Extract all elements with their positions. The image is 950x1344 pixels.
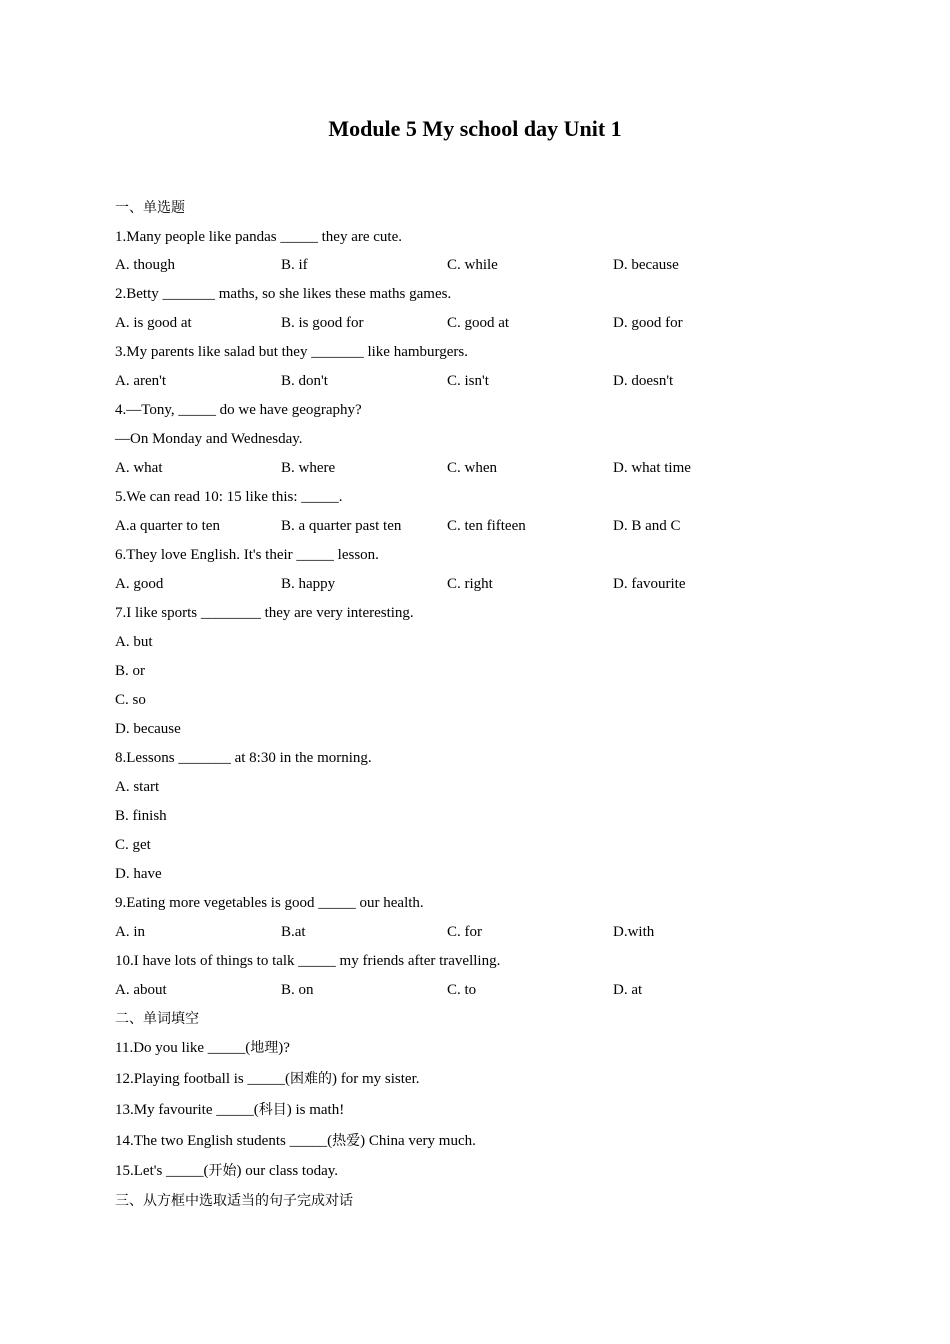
question-15 bbox=[115, 1161, 338, 1181]
q1-option-a: A. though bbox=[115, 257, 175, 273]
question-4: 4.—Tony, _____ do we have geography? bbox=[115, 402, 362, 418]
q10-option-b: B. on bbox=[281, 982, 314, 998]
q8-option-c: C. get bbox=[115, 837, 151, 853]
q5-option-c: C. ten fifteen bbox=[447, 518, 526, 534]
question-11 bbox=[115, 1038, 290, 1058]
q13-hint: 科目 bbox=[258, 1102, 287, 1118]
q14-text: 14.The two English students _____( bbox=[115, 1133, 333, 1149]
page-title: Module 5 My school day Unit 1 bbox=[328, 116, 622, 141]
q2-option-d: D. good for bbox=[613, 315, 683, 331]
section-heading-1: 一、单选题 bbox=[115, 200, 185, 216]
q2-option-a: A. is good at bbox=[115, 315, 192, 331]
q13-text-end: ) is math! bbox=[286, 1102, 345, 1118]
q1-option-c: C. while bbox=[447, 257, 498, 273]
q5-option-a: A.a quarter to ten bbox=[115, 518, 220, 534]
q3-option-b: B. don't bbox=[281, 373, 328, 389]
q6-option-d: D. favourite bbox=[613, 576, 686, 592]
q9-option-c: C. for bbox=[447, 924, 482, 940]
question-9: 9.Eating more vegetables is good _____ our health. bbox=[115, 895, 424, 911]
question-4-answer-line: —On Monday and Wednesday. bbox=[115, 431, 303, 447]
q10-option-d: D. at bbox=[613, 982, 643, 998]
q4-option-b: B. where bbox=[281, 460, 336, 476]
q7-option-a: A. but bbox=[115, 634, 153, 650]
section-heading-3: 三、从方框中选取适当的句子完成对话 bbox=[115, 1193, 353, 1209]
q2-option-b: B. is good for bbox=[281, 315, 364, 331]
question-14 bbox=[115, 1131, 476, 1151]
q14-text-end: ) China very much. bbox=[360, 1133, 476, 1149]
question-2: 2.Betty _______ maths, so she likes these maths games. bbox=[115, 286, 452, 302]
q7-option-c: C. so bbox=[115, 692, 146, 708]
q13-text: 13.My favourite _____( bbox=[115, 1102, 259, 1118]
q1-option-d: D. because bbox=[613, 257, 679, 273]
q8-option-d: D. have bbox=[115, 866, 162, 882]
q11-text: 11.Do you like _____( bbox=[115, 1040, 251, 1056]
q3-option-a: A. aren't bbox=[115, 373, 167, 389]
question-12 bbox=[115, 1069, 420, 1089]
q7-option-d: D. because bbox=[115, 721, 181, 737]
q6-option-b: B. happy bbox=[281, 576, 336, 592]
q5-option-b: B. a quarter past ten bbox=[281, 518, 402, 534]
q4-option-a: A. what bbox=[115, 460, 163, 476]
q9-option-a: A. in bbox=[115, 924, 145, 940]
question-3: 3.My parents like salad but they _______ like hamburgers. bbox=[115, 344, 468, 360]
question-8: 8.Lessons _______ at 8:30 in the morning. bbox=[115, 750, 372, 766]
q4-option-d: D. what time bbox=[613, 460, 691, 476]
q1-option-b: B. if bbox=[281, 257, 308, 273]
q5-option-d: D. B and C bbox=[613, 518, 681, 534]
q8-option-a: A. start bbox=[115, 779, 160, 795]
question-5: 5.We can read 10: 15 like this: _____. bbox=[115, 489, 343, 505]
q3-option-c: C. isn't bbox=[447, 373, 489, 389]
q4-option-c: C. when bbox=[447, 460, 497, 476]
q15-text-end: ) our class today. bbox=[236, 1163, 339, 1179]
question-1: 1.Many people like pandas _____ they are cute. bbox=[115, 229, 402, 245]
q8-option-b: B. finish bbox=[115, 808, 167, 824]
q15-hint: 开始 bbox=[208, 1163, 237, 1179]
q3-option-d: D. doesn't bbox=[613, 373, 674, 389]
q9-option-b: B.at bbox=[281, 924, 306, 940]
q15-text: 15.Let's _____( bbox=[115, 1163, 209, 1179]
q14-hint: 热爱 bbox=[332, 1133, 361, 1149]
q10-option-c: C. to bbox=[447, 982, 477, 998]
q12-hint: 困难的 bbox=[290, 1071, 332, 1087]
section-heading-2: 二、单词填空 bbox=[115, 1011, 199, 1027]
q2-option-c: C. good at bbox=[447, 315, 510, 331]
question-10: 10.I have lots of things to talk _____ my friends after travelling. bbox=[115, 953, 501, 969]
q7-option-b: B. or bbox=[115, 663, 145, 679]
question-6: 6.They love English. It's their _____ lesson. bbox=[115, 547, 379, 563]
q11-text-end: )? bbox=[278, 1040, 290, 1056]
q12-text: 12.Playing football is _____( bbox=[115, 1071, 290, 1087]
q6-option-c: C. right bbox=[447, 576, 493, 592]
q11-hint: 地理 bbox=[250, 1040, 279, 1056]
question-7: 7.I like sports ________ they are very interesting. bbox=[115, 605, 414, 621]
question-13 bbox=[115, 1100, 344, 1120]
q12-text-end: ) for my sister. bbox=[332, 1071, 420, 1087]
q6-option-a: A. good bbox=[115, 576, 164, 592]
q10-option-a: A. about bbox=[115, 982, 167, 998]
q9-option-d: D.with bbox=[613, 924, 655, 940]
